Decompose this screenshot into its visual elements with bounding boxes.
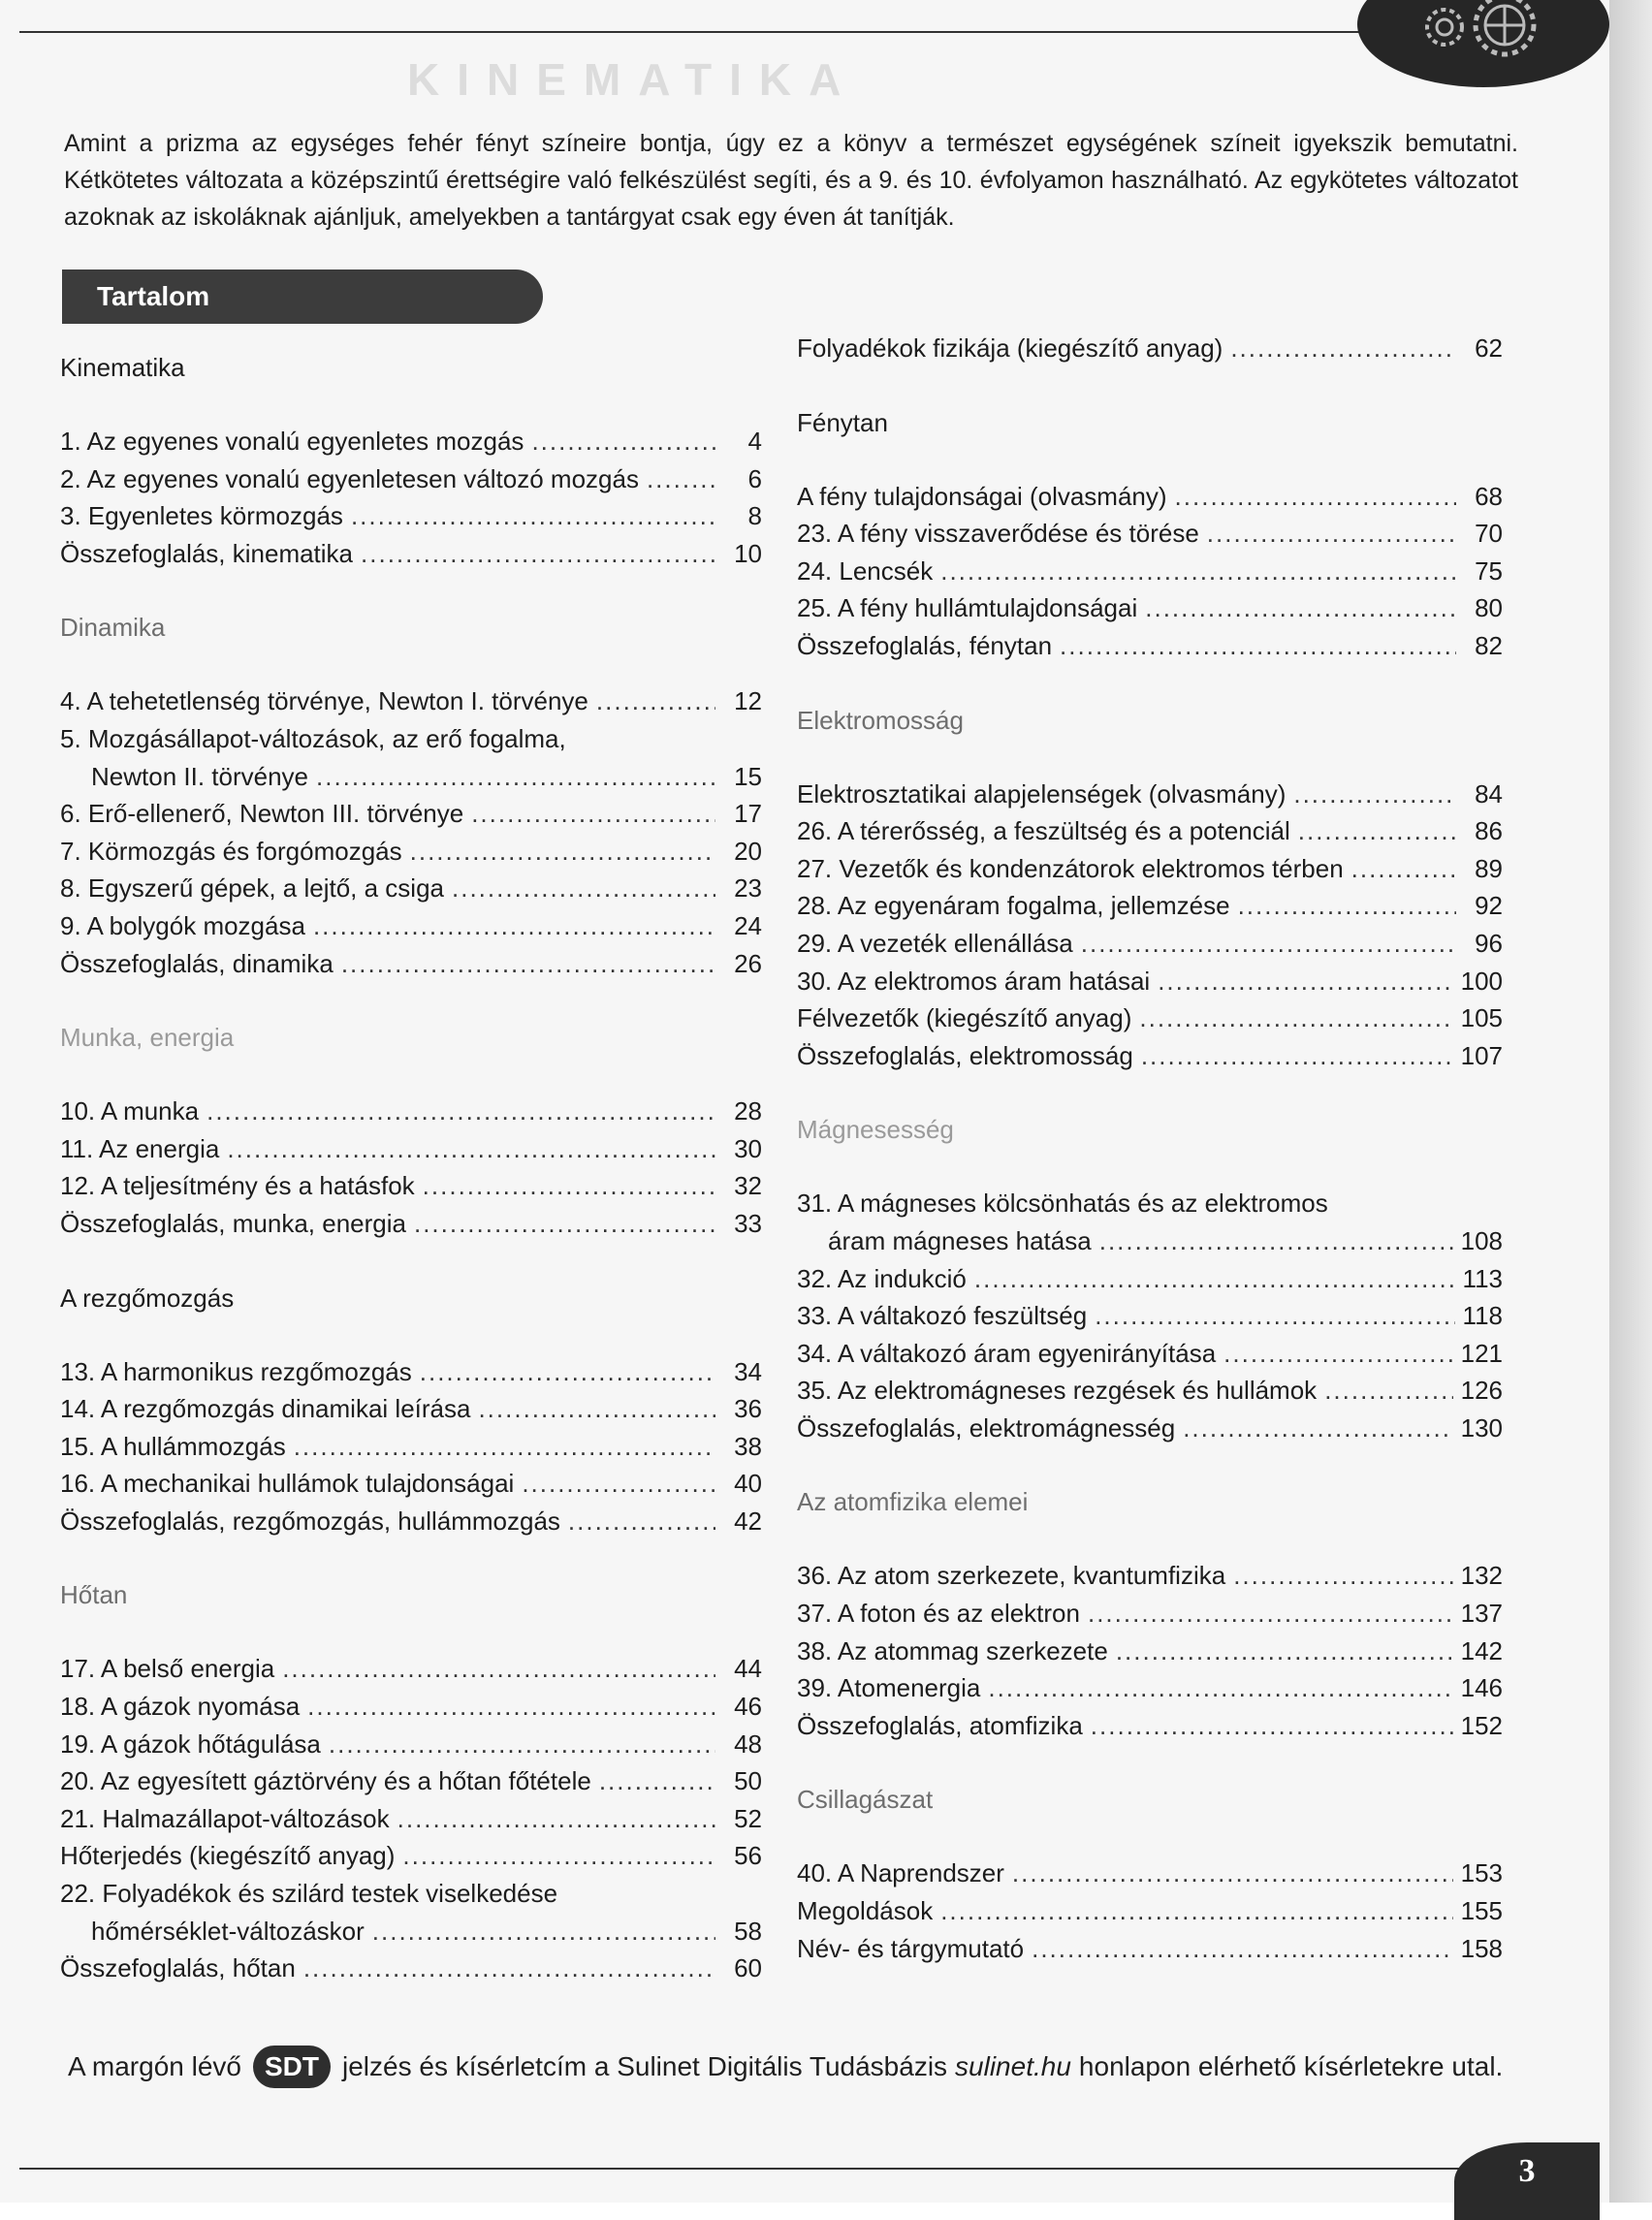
- dot-leader: [1238, 887, 1456, 925]
- dot-leader: [531, 423, 715, 460]
- toc-entry-title: 20. Az egyesített gáztörvény és a hőtan főtétele: [60, 1766, 591, 1796]
- toc-entry: [60, 907, 762, 945]
- toc-section-title: Dinamika: [60, 613, 166, 643]
- toc-entry: [797, 963, 1503, 1000]
- toc-entry-page: 70: [1475, 519, 1503, 549]
- dot-leader: [1081, 925, 1456, 963]
- toc-section-entries: [60, 1353, 762, 1540]
- toc-section-title: Csillagászat: [797, 1785, 934, 1815]
- toc-entry-title: 27. Vezetők és kondenzátorok elektromos térben: [797, 853, 1344, 883]
- toc-section-title: Kinematika: [60, 353, 185, 382]
- toc-section-entries: [797, 1185, 1503, 1446]
- toc-entry: [60, 1167, 762, 1205]
- toc-entry: [797, 887, 1503, 925]
- toc-entry-page: 34: [734, 1356, 762, 1386]
- toc-entry-page: 24: [734, 910, 762, 940]
- toc-entry: [60, 795, 762, 833]
- toc-entry-title: 31. A mágneses kölcsönhatás és az elektromos: [797, 1189, 1328, 1219]
- toc-section-entries: [60, 423, 762, 572]
- dot-leader: [1233, 1557, 1452, 1595]
- toc-entry-title: 18. A gázok nyomása: [60, 1692, 301, 1722]
- dot-leader: [423, 1167, 715, 1205]
- toc-entry-title: 32. Az indukció: [797, 1263, 967, 1293]
- toc-entry: [797, 1892, 1503, 1930]
- toc-entry: [797, 1297, 1503, 1335]
- toc-entry: [797, 1372, 1503, 1410]
- toc-entry-page: 89: [1475, 853, 1503, 883]
- toc-entry-title: 25. A fény hullámtulajdonságai: [797, 593, 1138, 623]
- toc-entry-title: 14. A rezgőmozgás dinamikai leírása: [60, 1394, 471, 1424]
- dot-leader: [361, 535, 715, 573]
- footnote: [68, 2046, 1503, 2088]
- toc-entry-title: Félvezetők (kiegészítő anyag): [797, 1003, 1132, 1033]
- toc-section-title: A rezgőmozgás: [60, 1283, 235, 1313]
- toc-entry: [60, 497, 762, 535]
- toc-entry: [797, 1930, 1503, 1968]
- dot-leader: [471, 795, 715, 833]
- toc-entry-page: 92: [1475, 891, 1503, 921]
- dot-leader: [647, 460, 715, 498]
- dot-leader: [1091, 1707, 1453, 1745]
- toc-entry: [60, 1726, 762, 1763]
- toc-entry: [797, 1410, 1503, 1447]
- toc-entry-title: Megoldások: [797, 1896, 934, 1926]
- toc-entry-title: 7. Körmozgás és forgómozgás: [60, 836, 402, 866]
- toc-entry-page: 86: [1475, 816, 1503, 846]
- toc-entry-page: 142: [1460, 1635, 1503, 1665]
- toc-entry-title: Hőterjedés (kiegészítő anyag): [60, 1841, 396, 1871]
- dot-leader: [1088, 1595, 1453, 1633]
- toc-entry: [797, 1185, 1503, 1222]
- toc-entry-page: 33: [734, 1208, 762, 1238]
- toc-entry-page: 38: [734, 1431, 762, 1461]
- toc-entry-page: 6: [747, 463, 762, 493]
- toc-entry-page: 68: [1475, 481, 1503, 511]
- toc-entry-title: Összefoglalás, kinematika: [60, 538, 354, 568]
- dot-leader: [1223, 1335, 1452, 1373]
- toc-entry: [60, 1688, 762, 1726]
- toc-entry-title: 16. A mechanikai hullámok tulajdonságai: [60, 1469, 515, 1499]
- toc-section-entries: [797, 776, 1503, 1075]
- toc-entry-title: 33. A váltakozó feszültség: [797, 1301, 1088, 1331]
- toc-entry-page: 152: [1460, 1710, 1503, 1740]
- toc-entry-title: 23. A fény visszaverődése és törése: [797, 519, 1199, 549]
- toc-entry: [60, 682, 762, 720]
- dot-leader: [596, 682, 715, 720]
- toc-entry-title: 35. Az elektromágneses rezgések és hullámok: [797, 1376, 1318, 1406]
- toc-entry-title: 15. A hullámmozgás: [60, 1431, 286, 1461]
- toc-entry: [797, 553, 1503, 590]
- toc-entry-title: 36. Az atom szerkezete, kvantumfizika: [797, 1561, 1226, 1591]
- toc-left-column: [60, 349, 762, 2024]
- toc-entry-title: A fény tulajdonságai (olvasmány): [797, 481, 1167, 511]
- toc-entry: [60, 423, 762, 460]
- toc-entry-title: Összefoglalás, elektromágnesség: [797, 1412, 1176, 1443]
- toc-entry-title: 4. A tehetetlenség törvénye, Newton I. törvénye: [60, 686, 588, 716]
- toc-entry: [60, 1913, 762, 1950]
- toc-section-title: Fénytan: [797, 407, 888, 437]
- dot-leader: [1175, 478, 1456, 516]
- toc-entry-page: 62: [1475, 333, 1503, 363]
- dot-leader: [1293, 776, 1456, 813]
- toc-entry-page: 44: [734, 1654, 762, 1684]
- dot-leader: [599, 1762, 715, 1800]
- toc-entry-page: 28: [734, 1096, 762, 1126]
- dot-leader: [940, 553, 1456, 590]
- dot-leader: [1116, 1633, 1453, 1670]
- intro-paragraph: Amint a prizma az egységes fehér fényt színeire bontja, úgy ez a könyv a természet egységének színeit igyekszik bemutatni. Kétkötetes változata a középszintű érettségire való felkészülést segíti, és a 9. és 10. évfolyamon használható. Az egykötetes változatot azoknak az iskoláknak ajánljuk, amelyekben a tantárgyat csak egy éven át tanítják.: [64, 130, 1518, 231]
- toc-right-column: [797, 330, 1503, 2004]
- dot-leader: [420, 1353, 715, 1391]
- toc-entry-title: 17. A belső energia: [60, 1654, 275, 1684]
- toc-entry-page: 12: [734, 686, 762, 716]
- toc-entry-title: 34. A váltakozó áram egyenirányítása: [797, 1338, 1217, 1368]
- toc-entry: [60, 1650, 762, 1688]
- dot-leader: [1032, 1930, 1453, 1968]
- footnote-middle: jelzés és kísérletcím a Sulinet Digitális Tudásbázis: [342, 2051, 948, 2081]
- toc-section-title: Elektromosság: [797, 705, 964, 735]
- toc-section-title: Mágnesesség: [797, 1115, 954, 1145]
- top-rule: [19, 31, 1377, 33]
- toc-title: Tartalom: [62, 270, 543, 324]
- toc-entry-page: 146: [1460, 1673, 1503, 1703]
- toc-entry-page: 107: [1460, 1040, 1503, 1070]
- toc-entry: [60, 758, 762, 796]
- toc-entry-page: 56: [734, 1841, 762, 1871]
- toc-entry: [60, 1353, 762, 1391]
- toc-entry-page: 155: [1460, 1896, 1503, 1926]
- toc-entry-page: 153: [1460, 1858, 1503, 1888]
- toc-entry-title: 38. Az atommag szerkezete: [797, 1635, 1108, 1665]
- bottom-rule: [19, 2168, 1493, 2170]
- dot-leader: [307, 1688, 715, 1726]
- dot-leader: [478, 1390, 715, 1428]
- toc-entry-title: 30. Az elektromos áram hatásai: [797, 966, 1151, 996]
- dot-leader: [1298, 812, 1456, 850]
- toc-entry: [60, 720, 762, 758]
- toc-entry-page: 126: [1460, 1376, 1503, 1406]
- toc-entry: [60, 1762, 762, 1800]
- dot-leader: [282, 1650, 715, 1688]
- dot-leader: [1060, 627, 1456, 665]
- toc-entry-title: 40. A Naprendszer: [797, 1858, 1004, 1888]
- dot-leader: [974, 1260, 1455, 1298]
- dot-leader: [294, 1428, 715, 1466]
- toc-entry-page: 4: [747, 427, 762, 456]
- toc-entry-title: 6. Erő-ellenerő, Newton III. törvénye: [60, 799, 464, 829]
- toc-entry: [797, 812, 1503, 850]
- toc-entry-title: Összefoglalás, rezgőmozgás, hullámmozgás: [60, 1506, 560, 1536]
- toc-entry: [60, 945, 762, 983]
- toc-entry-title: 10. A munka: [60, 1096, 200, 1126]
- toc-entry: [60, 1428, 762, 1466]
- toc-entry-title: Folyadékok fizikája (kiegészítő anyag): [797, 333, 1223, 363]
- toc-entry-page: 113: [1462, 1263, 1503, 1293]
- toc-section-entries: [797, 478, 1503, 665]
- toc-entry: [60, 1205, 762, 1243]
- toc-entry: [797, 1557, 1503, 1595]
- toc-entry-page: 137: [1460, 1599, 1503, 1629]
- toc-entry-page: 32: [734, 1171, 762, 1201]
- dot-leader: [1095, 1297, 1454, 1335]
- toc-entry: [60, 1130, 762, 1168]
- dot-leader: [1012, 1855, 1453, 1892]
- dot-leader: [1324, 1372, 1452, 1410]
- toc-entry: [60, 1390, 762, 1428]
- dot-leader: [206, 1093, 715, 1130]
- toc-entry: [797, 1222, 1503, 1260]
- toc-entry-title: 1. Az egyenes vonalú egyenletes mozgás: [60, 427, 524, 456]
- toc-section-entries: [797, 1557, 1503, 1744]
- toc-entry-page: 105: [1460, 1003, 1503, 1033]
- toc-entry-page: 130: [1460, 1412, 1503, 1443]
- toc-entry-title: 5. Mozgásállapot-változások, az erő fogalma,: [60, 723, 566, 753]
- toc-entry-page: 100: [1460, 966, 1503, 996]
- dot-leader: [227, 1130, 715, 1168]
- toc-entry-title: 39. Atomenergia: [797, 1673, 981, 1703]
- toc-entry: [797, 850, 1503, 888]
- toc-entry: [797, 925, 1503, 963]
- dot-leader: [414, 1205, 715, 1243]
- toc-entry-title: 21. Halmazállapot-változások: [60, 1803, 390, 1833]
- toc-entry-title: 37. A foton és az elektron: [797, 1599, 1080, 1629]
- toc-entry: [60, 1093, 762, 1130]
- dot-leader: [1351, 850, 1456, 888]
- toc-entry: [797, 515, 1503, 553]
- gear-icon: [1415, 0, 1551, 68]
- toc-entry-title: Összefoglalás, munka, energia: [60, 1208, 406, 1238]
- toc-entry-page: 15: [734, 761, 762, 791]
- toc-section-entries: [60, 682, 762, 982]
- toc-section-entries: [60, 1650, 762, 1986]
- toc-entry-title: 22. Folyadékok és szilárd testek viselkedése: [60, 1879, 558, 1909]
- toc-entry-title: 26. A térerősség, a feszültség és a potenciál: [797, 816, 1290, 846]
- toc-entry-page: 75: [1475, 555, 1503, 586]
- toc-entry: [797, 1669, 1503, 1707]
- toc-entry-page: 42: [734, 1506, 762, 1536]
- toc-entry: [60, 1875, 762, 1913]
- toc-section-entries: [797, 1855, 1503, 1967]
- toc-entry-page: 84: [1475, 778, 1503, 809]
- toc-entry-title: 11. Az energia: [60, 1133, 220, 1163]
- dot-leader: [568, 1503, 715, 1540]
- toc-entry-page: 40: [734, 1469, 762, 1499]
- toc-entry: [60, 1503, 762, 1540]
- toc-entry: [797, 1707, 1503, 1745]
- watermark: KINEMATIKA: [407, 54, 859, 105]
- toc-entry: [797, 1335, 1503, 1373]
- toc-entry-title: Összefoglalás, elektromosság: [797, 1040, 1133, 1070]
- toc-entry-page: 82: [1475, 630, 1503, 660]
- toc-entry-title: Összefoglalás, atomfizika: [797, 1710, 1083, 1740]
- dot-leader: [1145, 589, 1456, 627]
- toc-entry-title: hőmérséklet-változáskor: [91, 1916, 365, 1946]
- dot-leader: [313, 907, 715, 945]
- dot-leader: [372, 1913, 715, 1950]
- toc-entry-page: 121: [1460, 1338, 1503, 1368]
- toc-entry-page: 48: [734, 1728, 762, 1759]
- toc-entry-page: 108: [1460, 1225, 1503, 1255]
- toc-entry-title: Newton II. törvénye: [91, 761, 308, 791]
- dot-leader: [940, 1892, 1452, 1930]
- toc-section-title: Munka, energia: [60, 1023, 235, 1053]
- toc-entry-page: 8: [747, 501, 762, 531]
- dot-leader: [351, 497, 715, 535]
- dot-leader: [1183, 1410, 1452, 1447]
- toc-entry-title: 29. A vezeték ellenállása: [797, 928, 1073, 958]
- toc-entry-page: 10: [734, 538, 762, 568]
- toc-entry-page: 46: [734, 1692, 762, 1722]
- toc-entry-page: 80: [1475, 593, 1503, 623]
- sdt-badge: SDT: [253, 2046, 331, 2088]
- toc-entry: [60, 460, 762, 498]
- toc-entry-page: 60: [734, 1953, 762, 1983]
- toc-section-entries: [60, 1093, 762, 1242]
- dot-leader: [1158, 963, 1452, 1000]
- dot-leader: [303, 1950, 715, 1987]
- toc-entry-page: 30: [734, 1133, 762, 1163]
- toc-entry: [797, 776, 1503, 813]
- dot-leader: [1141, 1037, 1453, 1075]
- toc-entry-title: 2. Az egyenes vonalú egyenletesen változó mozgás: [60, 463, 639, 493]
- toc-entry: [797, 589, 1503, 627]
- dot-leader: [1139, 999, 1452, 1037]
- toc-entry-page: 158: [1460, 1933, 1503, 1963]
- toc-entry-title: Összefoglalás, dinamika: [60, 948, 334, 978]
- dot-leader: [1230, 330, 1456, 367]
- dot-leader: [341, 945, 715, 983]
- toc-entry-title: 28. Az egyenáram fogalma, jellemzése: [797, 891, 1230, 921]
- toc-entry-title: Elektrosztatikai alapjelenségek (olvasmány): [797, 778, 1287, 809]
- toc-entry-page: 50: [734, 1766, 762, 1796]
- toc-entry-title: Név- és tárgymutató: [797, 1933, 1025, 1963]
- gear-badge: [1357, 0, 1609, 87]
- dot-leader: [316, 758, 715, 796]
- toc-entry: [797, 478, 1503, 516]
- dot-leader: [397, 1800, 715, 1838]
- toc-entry: [60, 833, 762, 871]
- footnote-before: A margón lévő: [68, 2051, 241, 2081]
- next-page-edge: [1609, 0, 1652, 2203]
- toc-entry-page: 20: [734, 836, 762, 866]
- dot-leader: [522, 1465, 715, 1503]
- toc-section-title: Hőtan: [60, 1580, 128, 1610]
- dot-leader: [402, 1837, 715, 1875]
- toc-entry-page: 36: [734, 1394, 762, 1424]
- toc-entry: [797, 1037, 1503, 1075]
- toc-entry-page: 58: [734, 1916, 762, 1946]
- toc-entry-title: 12. A teljesítmény és a hatásfok: [60, 1171, 415, 1201]
- toc-entry: [797, 627, 1503, 665]
- toc-entry-title: áram mágneses hatása: [828, 1225, 1092, 1255]
- toc-entry-page: 26: [734, 948, 762, 978]
- dot-leader: [988, 1669, 1452, 1707]
- toc-entry-page: 132: [1460, 1561, 1503, 1591]
- toc-entry-title: 13. A harmonikus rezgőmozgás: [60, 1356, 412, 1386]
- toc-entry: [797, 1595, 1503, 1633]
- footnote-after: honlapon elérhető kísérletekre utal.: [1078, 2051, 1504, 2081]
- toc-entry-title: 3. Egyenletes körmozgás: [60, 501, 343, 531]
- toc-entry-page: 118: [1462, 1301, 1503, 1331]
- toc-entry-title: Összefoglalás, fénytan: [797, 630, 1053, 660]
- toc-entry: [797, 999, 1503, 1037]
- toc-entry: [60, 1950, 762, 1987]
- dot-leader: [410, 833, 715, 871]
- toc-entry-page: 17: [734, 799, 762, 829]
- toc-entry: [60, 1800, 762, 1838]
- footnote-site: sulinet.hu: [955, 2051, 1071, 2081]
- toc-entry-page: 52: [734, 1803, 762, 1833]
- toc-entry: [60, 535, 762, 573]
- dot-leader: [1099, 1222, 1453, 1260]
- toc-entry: [797, 330, 1503, 367]
- toc-entry-title: 24. Lencsék: [797, 555, 934, 586]
- dot-leader: [1207, 515, 1456, 553]
- dot-leader: [329, 1726, 715, 1763]
- toc-entry-page: 96: [1475, 928, 1503, 958]
- toc-entry: [797, 1855, 1503, 1892]
- toc-entry-page: 23: [734, 873, 762, 904]
- toc-section-title: Az atomfizika elemei: [797, 1487, 1029, 1517]
- toc-entry-title: 8. Egyszerű gépek, a lejtő, a csiga: [60, 873, 445, 904]
- toc-entry: [60, 1837, 762, 1875]
- toc-entry: [797, 1260, 1503, 1298]
- page-number: 3: [1454, 2142, 1600, 2220]
- toc-entry: [60, 870, 762, 907]
- toc-entry-title: 9. A bolygók mozgása: [60, 910, 305, 940]
- toc-entry: [60, 1465, 762, 1503]
- toc-entry-title: 19. A gázok hőtágulása: [60, 1728, 321, 1759]
- toc-entry: [797, 1633, 1503, 1670]
- dot-leader: [452, 870, 715, 907]
- toc-entry-title: Összefoglalás, hőtan: [60, 1953, 296, 1983]
